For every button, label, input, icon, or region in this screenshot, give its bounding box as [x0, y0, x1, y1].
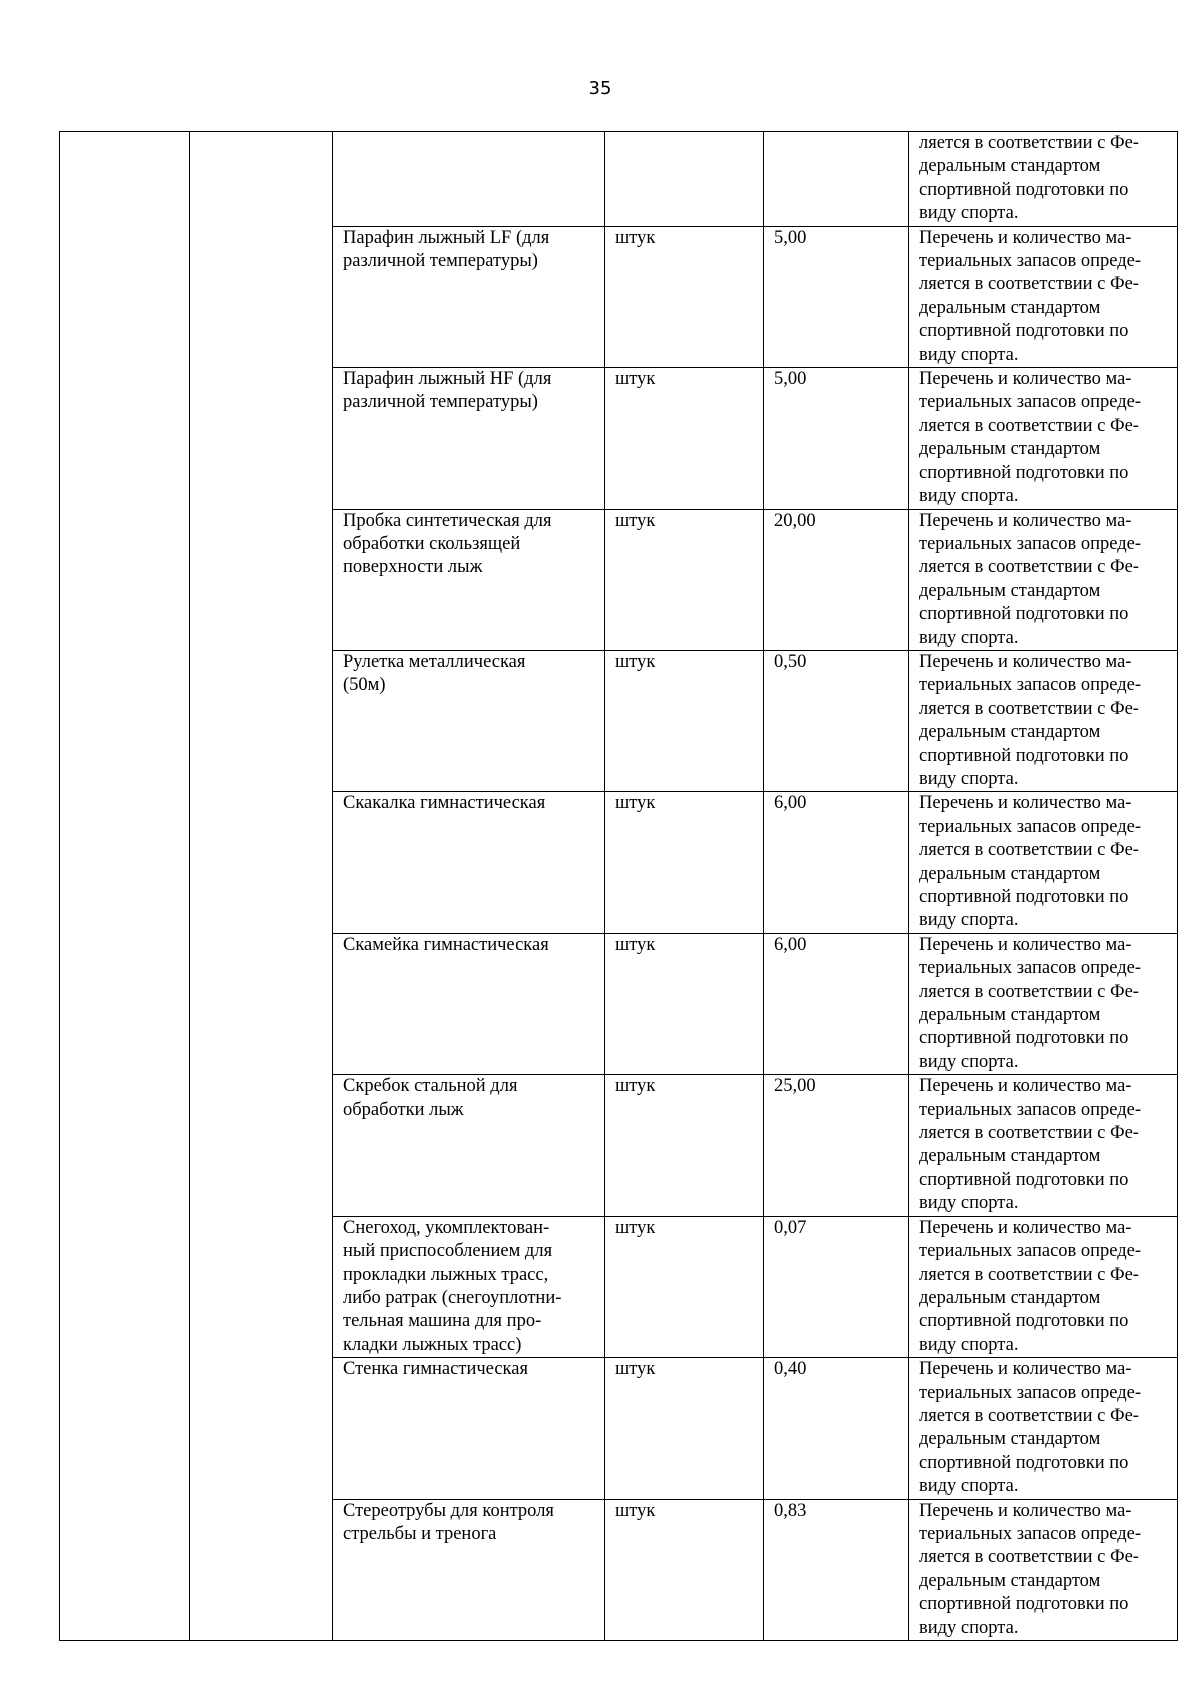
item-unit: штук — [605, 226, 764, 367]
equipment-table — [59, 131, 1178, 1641]
item-note: Перечень и количество ма- териальных запасов опреде- ляется в соответствии с Фе- деральным стандартом спортивной подготовки по виду спорта. — [909, 1358, 1178, 1499]
item-quantity: 0,40 — [764, 1358, 909, 1499]
item-name: Рулетка металлическая (50м) — [333, 650, 605, 791]
merged-column-1 — [60, 132, 190, 1641]
item-name: Скребок стальной для обработки лыж — [333, 1075, 605, 1216]
unit-cell — [605, 132, 764, 227]
item-name: Стенка гимнастическая — [333, 1358, 605, 1499]
item-note: Перечень и количество ма- териальных запасов опреде- ляется в соответствии с Фе- деральным стандартом спортивной подготовки по виду спорта. — [909, 792, 1178, 933]
item-note: Перечень и количество ма- териальных запасов опреде- ляется в соответствии с Фе- деральным стандартом спортивной подготовки по виду спорта. — [909, 650, 1178, 791]
note-cell: ляется в соответствии с Фе- деральным стандартом спортивной подготовки по виду спорта. — [909, 132, 1178, 227]
item-quantity: 0,50 — [764, 650, 909, 791]
item-note: Перечень и количество ма- териальных запасов опреде- ляется в соответствии с Фе- деральным стандартом спортивной подготовки по виду спорта. — [909, 509, 1178, 650]
item-unit: штук — [605, 650, 764, 791]
item-note: Перечень и количество ма- териальных запасов опреде- ляется в соответствии с Фе- деральным стандартом спортивной подготовки по виду спорта. — [909, 1216, 1178, 1357]
item-note: Перечень и количество ма- териальных запасов опреде- ляется в соответствии с Фе- деральным стандартом спортивной подготовки по виду спорта. — [909, 1499, 1178, 1640]
item-note: Перечень и количество ма- териальных запасов опреде- ляется в соответствии с Фе- деральным стандартом спортивной подготовки по виду спорта. — [909, 933, 1178, 1074]
item-unit: штук — [605, 509, 764, 650]
item-quantity: 25,00 — [764, 1075, 909, 1216]
item-unit: штук — [605, 1358, 764, 1499]
item-quantity: 0,83 — [764, 1499, 909, 1640]
quantity-cell — [764, 132, 909, 227]
item-name: Скамейка гимнастическая — [333, 933, 605, 1074]
item-quantity: 20,00 — [764, 509, 909, 650]
item-note: Перечень и количество ма- териальных запасов опреде- ляется в соответствии с Фе- деральным стандартом спортивной подготовки по виду спорта. — [909, 368, 1178, 509]
item-unit: штук — [605, 368, 764, 509]
item-quantity: 5,00 — [764, 226, 909, 367]
item-name: Снегоход, укомплектован- ный приспособлением для прокладки лыжных трасс, либо ратрак (снегоуплотни- тельная машина для про- кладки лыжных трасс) — [333, 1216, 605, 1357]
item-unit: штук — [605, 1216, 764, 1357]
item-quantity: 5,00 — [764, 368, 909, 509]
item-unit: штук — [605, 1499, 764, 1640]
table-row-continuation — [60, 132, 1178, 227]
item-quantity: 0,07 — [764, 1216, 909, 1357]
item-unit: штук — [605, 792, 764, 933]
item-name: Парафин лыжный LF (для различной температуры) — [333, 226, 605, 367]
item-note: Перечень и количество ма- териальных запасов опреде- ляется в соответствии с Фе- деральным стандартом спортивной подготовки по виду спорта. — [909, 226, 1178, 367]
item-name: Скакалка гимнастическая — [333, 792, 605, 933]
item-note: Перечень и количество ма- териальных запасов опреде- ляется в соответствии с Фе- деральным стандартом спортивной подготовки по виду спорта. — [909, 1075, 1178, 1216]
item-unit: штук — [605, 933, 764, 1074]
item-unit: штук — [605, 1075, 764, 1216]
page-number: 35 — [588, 78, 612, 99]
name-cell — [333, 132, 605, 227]
item-name: Парафин лыжный HF (для различной температуры) — [333, 368, 605, 509]
item-name: Пробка синтетическая для обработки скользящей поверхности лыж — [333, 509, 605, 650]
item-quantity: 6,00 — [764, 792, 909, 933]
merged-column-2 — [190, 132, 333, 1641]
item-name: Стереотрубы для контроля стрельбы и тренога — [333, 1499, 605, 1640]
item-quantity: 6,00 — [764, 933, 909, 1074]
